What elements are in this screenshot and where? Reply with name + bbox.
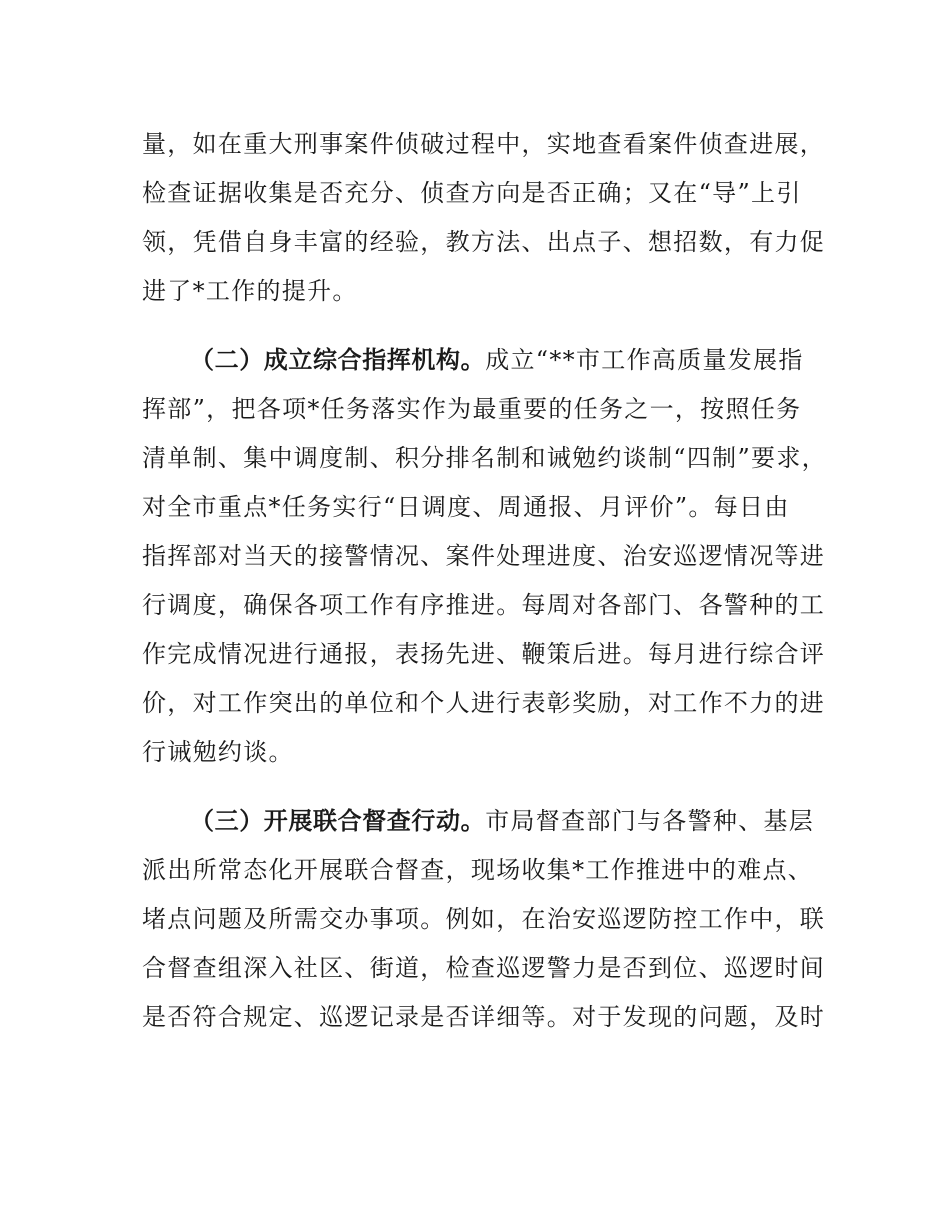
- section-2-line-3: 清单制、集中调度制、积分排名制和诫勉约谈制“四制”要求，: [142, 444, 827, 472]
- section-3-line-3: 堵点问题及所需交办事项。例如，在治安巡逻防控工作中，联: [142, 905, 826, 933]
- paragraph-1-line-4: 进了*工作的提升。: [142, 277, 358, 305]
- section-2-line-6: 行调度，确保各项工作有序推进。每周对各部门、各警种的工: [142, 591, 826, 619]
- paragraph-1-line-1: 量，如在重大刑事案件侦破过程中，实地查看案件侦查进展，: [142, 130, 826, 158]
- section-2-line-8: 价，对工作突出的单位和个人进行表彰奖励，对工作不力的进: [142, 689, 826, 717]
- section-2-line-7: 作完成情况进行通报，表扬先进、鞭策后进。每月进行综合评: [142, 640, 826, 668]
- section-3-line-5: 是否符合规定、巡逻记录是否详细等。对于发现的问题，及时: [142, 1003, 826, 1031]
- section-2-line-2: 挥部”，把各项*任务落实作为最重要的任务之一，按照任务: [142, 395, 802, 423]
- paragraph-1-line-2: 检查证据收集是否充分、侦查方向是否正确；又在“导”上引: [142, 179, 802, 207]
- section-2-line-5: 指挥部对当天的接警情况、案件处理进度、治安巡逻情况等进: [142, 542, 826, 570]
- section-3-first-line: [190, 806, 814, 836]
- section-3-line-1: 市局督查部门与各警种、基层: [485, 807, 815, 835]
- section-2-heading: （二）成立综合指挥机构。: [190, 346, 486, 374]
- section-2-line-9: 行诫勉约谈。: [142, 738, 294, 766]
- section-2-first-line: [190, 345, 804, 375]
- section-3-line-4: 合督查组深入社区、街道，检查巡逻警力是否到位、巡逻时间: [142, 954, 826, 982]
- section-3-line-2: 派出所常态化开展联合督查，现场收集*工作推进中的难点、: [142, 856, 814, 884]
- paragraph-1-line-3: 领，凭借自身丰富的经验，教方法、出点子、想招数，有力促: [142, 228, 826, 256]
- section-2-line-4: 对全市重点*任务实行“日调度、周通报、月评价”。每日由: [142, 493, 790, 521]
- section-2-line-1: 成立“**市工作高质量发展指: [485, 346, 804, 374]
- section-3-heading: （三）开展联合督查行动。: [190, 807, 486, 835]
